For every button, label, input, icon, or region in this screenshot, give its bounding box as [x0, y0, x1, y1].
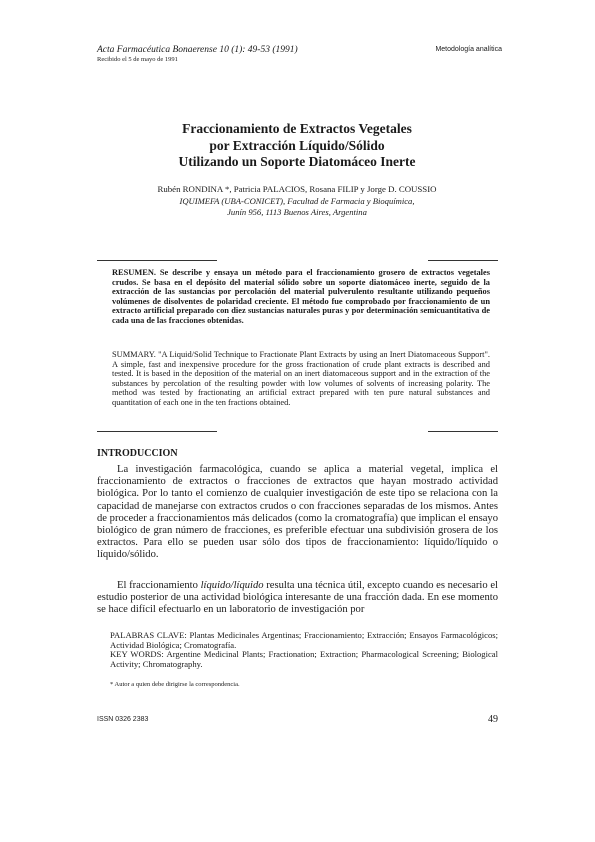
intro-paragraph: La investigación farmacológica, cuando se aplica a material vegetal, implica el fraccionamiento de extractos o fracciones de extractos que hayan mostrado actividad biológica. Por lo tanto el comienzo de cualquier investigación de este tipo se relaciona con la capacidad de manejarse con extractos crudos o con fracciones separadas de los mismos. Antes de proceder a fraccionamientos más delicados (como la cromatografía) que implican el ensayo biológico de gran número de fracciones, es preferible efectuar una subdivisión grosera de los extractos. Para ello se pueden usar sólo dos tipos de fraccionamiento: líquido/líquido o líquido/sólido.: [97, 464, 498, 561]
issn: ISSN 0326 2383: [97, 716, 149, 723]
affiliation-line: Junín 956, 1113 Buenos Aires, Argentina: [227, 207, 367, 217]
paragraph-text: resulta una técnica útil, excepto cuando es necesario el estudio posterior de una actividad biológica interesante de una fracción dada. En ese momento se hace difícil efectuarlo en un laboratorio de investigación por: [97, 580, 498, 616]
paragraph-text: El fraccionamiento: [117, 580, 201, 591]
section-heading: INTRODUCCION: [97, 448, 178, 459]
title-line: Fraccionamiento de Extractos Vegetales: [182, 121, 412, 136]
title-line: Utilizando un Soporte Diatomáceo Inerte: [178, 154, 416, 169]
intro-paragraph: [97, 580, 498, 617]
affiliation: [97, 196, 497, 218]
paper-title: [97, 121, 497, 171]
section-label: Metodología analítica: [435, 46, 502, 53]
abstract-rule-top: [97, 260, 217, 261]
emphasis-text: líquido/líquido: [200, 580, 264, 591]
page-number: 49: [488, 714, 498, 725]
abstract-resumen: RESUMEN. Se describe y ensaya un método para el fraccionamiento grosero de extractos vegetales crudos. Se basa en el depósito del material sólido sobre un soporte diatomáceo inerte, seguido de la extracción de las sustancias por percolación del material pulverulento resultante utilizando pequeños volúmenes de disolventes de polaridad creciente. El método fue comprobado por fraccionamiento de un extracto artificial preparado con diez sustancias naturales puras y por determinación semicuantitativa de cada una de las fracciones obtenidas.: [112, 268, 490, 325]
footnote: * Autor a quien debe dirigirse la correspondencia.: [110, 681, 240, 688]
keywords-english: KEY WORDS: Argentine Medicinal Plants; Fractionation; Extraction; Pharmacological Screening; Biological Activity; Chromatography.: [110, 649, 498, 670]
abstract-summary: SUMMARY. "A Liquid/Solid Technique to Fractionate Plant Extracts by using an Inert Diatomaceous Support". A simple, fast and inexpensive procedure for the gross fractionation of crude plant extracts is described and tested. It is based in the deposition of the material on an inert diatomaceous support and in the extraction of the substances by percolation of the resulting powder with low volumes of solvents of increasing polarity. The method was tested by fractionating an artificial extract prepared with ten pure natural substances and quantitation of each one in the ten fractions obtained.: [112, 350, 490, 407]
title-line: por Extracción Líquido/Sólido: [209, 137, 385, 153]
abstract-rule-top: [428, 260, 498, 261]
author-list: Rubén RONDINA *, Patricia PALACIOS, Rosana FILIP y Jorge D. COUSSIO: [157, 184, 437, 194]
keywords-spanish: PALABRAS CLAVE: Plantas Medicinales Argentinas; Fraccionamiento; Extracción; Ensayos Farmacológicos; Actividad Biológica; Cromatografía.: [110, 630, 498, 650]
abstract-rule-bottom: [428, 431, 498, 432]
affiliation-line: IQUIMEFA (UBA-CONICET), Facultad de Farmacia y Bioquímica,: [179, 196, 415, 206]
received-date: Recibido el 5 de mayo de 1991: [97, 56, 178, 63]
keywords-block: [110, 631, 498, 670]
journal-citation: Acta Farmacéutica Bonaerense 10 (1): 49-53 (1991): [97, 45, 298, 55]
abstract-rule-bottom: [97, 431, 217, 432]
